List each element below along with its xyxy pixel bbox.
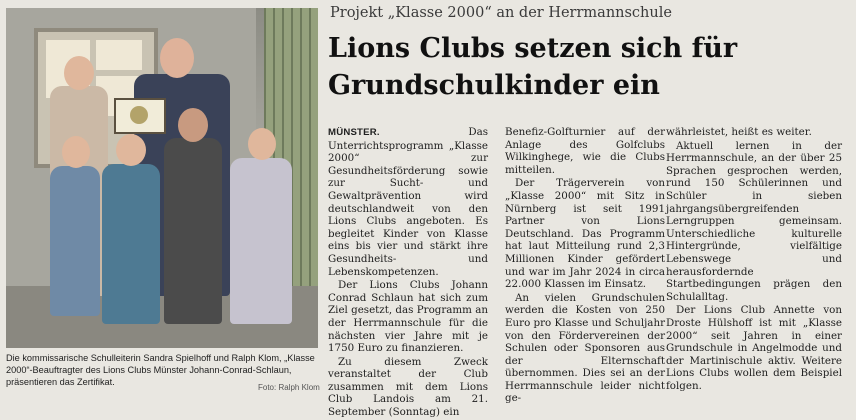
headline-line-2: Grundschulkinder ein [328,70,660,101]
photo-certificate [114,98,166,134]
photo-child-3 [164,138,222,324]
photo-caption: Die kommissarische Schulleiterin Sandra Spielhoff und Ralph Klom, „Klasse 2000“-Beauftragter des Lions Clubs Münster Johann-Conrad-Schlaun, präsentieren das Zertifikat. [6,353,315,387]
article-kicker: Projekt „Klasse 2000“ an der Herrmannschule [330,5,672,21]
paragraph: Zu diesem Zweck veranstaltet der Club zusammen mit dem Lions Club Landois am 21. September (Sonntag) ein [328,355,488,419]
photo-child-2 [102,164,160,324]
paragraph: Der Lions Clubs Johann Conrad Schlaun hat sich zum Ziel gesetzt, das Programm an der Herrmannschule für die nächsten vier Jahre mit je 1750 Euro zu finanzieren. [328,279,488,355]
article-column-3 [666,126,842,393]
photo-child-1 [50,166,100,316]
article-photo [6,8,318,348]
photo-child-4 [230,158,292,324]
paragraph: Der Trägerverein von „Klasse 2000“ mit Sitz in Nürnberg ist seit 1991 Partner von Lions Deutschland. Das Programm hat laut Mitteilung rund 2,3 Millionen Kinder gefördert und war im Jahr 2024 in circa 22.000 Klassen im Einsatz. [505,177,665,291]
article-headline [328,30,848,104]
paragraph: Benefiz-Golfturnier auf der Anlage des Golfclubs Wilkinghege, wie die Clubs mitteilen. [505,126,665,176]
headline-line-1: Lions Clubs setzen sich für [328,33,738,64]
paragraph: währleistet, heißt es weiter. [666,126,812,138]
paragraph: Aktuell lernen in der Herrmannschule, an der über 25 Sprachen gesprochen werden, rund 150 Schülerinnen und Schüler in sieben jahrgangsübergreifenden Lerngruppen gemeinsam. Unterschiedliche kulturelle Hintergründe, vielfältige Lebenswege und herausfordernde Startbedingungen prägen den Schulalltag. [666,139,842,303]
article-column-2 [505,126,665,406]
photo-credit: Foto: Ralph Klom [258,383,320,392]
paragraph: An vielen Grundschulen werden die Kosten von 250 Euro pro Klasse und Schuljahr von den Fördervereinen der Schulen oder Sponsoren aus der Elternschaft übernommen. Dies sei an der Herrmannschule leider nicht ge- [505,291,665,405]
article-column-1 [328,126,488,420]
paragraph: MÜNSTER. Das Unterrichtsprogramm „Klasse 2000“ zur Gesundheitsförderung sowie zur Sucht- und Gewaltprävention wird deutschlandweit von den Lions Clubs angeboten. Es begleitet Kinder von Klasse eins bis vier und stärkt ihre Gesundheits- und Lebenskompetenzen. [328,126,488,278]
dateline: MÜNSTER. [328,127,380,138]
paragraph: Der Lions Club Annette von Droste Hülshoff ist mit „Klasse 2000“ seit Jahren in einer Grundschule in Angelmodde und der Martinischule aktiv. Weitere Lions Clubs wollen dem Beispiel folgen. [666,304,842,392]
